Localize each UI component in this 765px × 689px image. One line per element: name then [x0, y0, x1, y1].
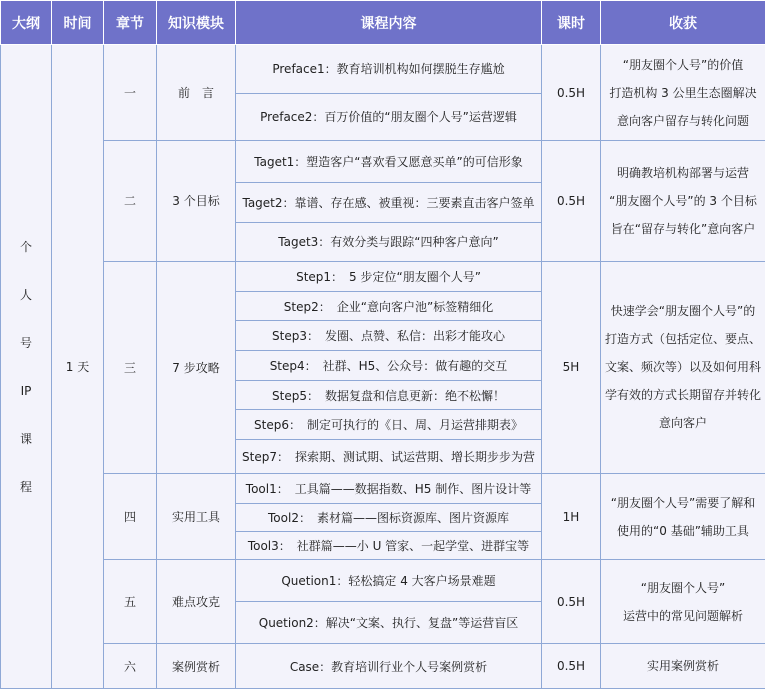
outline-char: IP	[20, 383, 32, 398]
module-name: 案例赏析	[157, 644, 236, 689]
module-name: 难点攻克	[157, 560, 236, 644]
header-harvest: 收获	[601, 1, 765, 45]
chapter-num: 三	[104, 261, 157, 474]
hours-cell: 1H	[542, 474, 601, 560]
harvest-line: 使用的“0 基础”辅助工具	[617, 523, 749, 538]
module-name: 3 个目标	[157, 141, 236, 261]
harvest-line: 文案、频次等）以及如何用科	[604, 360, 761, 375]
harvest-cell	[601, 261, 765, 474]
time-cell: 1 天	[52, 45, 104, 689]
content-item: Step6： 制定可执行的《日、周、月运营排期表》	[236, 410, 542, 439]
chapter-num: 五	[104, 560, 157, 644]
harvest-line: “朋友圈个人号”的价值	[622, 57, 744, 72]
content-item: Taget2：靠谱、存在感、被重视：三要素直击客户签单	[236, 182, 542, 223]
harvest-line: “朋友圈个人号”	[640, 580, 726, 595]
hours-cell: 0.5H	[542, 644, 601, 689]
hours-cell: 0.5H	[542, 141, 601, 261]
harvest-cell	[601, 141, 765, 261]
harvest-line: 打造方式（包括定位、要点、	[604, 332, 761, 347]
harvest-cell	[601, 474, 765, 560]
harvest-cell	[601, 45, 765, 141]
hours-cell: 5H	[542, 261, 601, 474]
module-name: 前 言	[157, 45, 236, 141]
harvest-line: 明确教培机构部署与运营	[616, 165, 749, 180]
module-name: 7 步攻略	[157, 261, 236, 474]
content-item: Step5： 数据复盘和信息更新：绝不松懈！	[236, 381, 542, 410]
table-row	[1, 141, 765, 183]
module-name: 实用工具	[157, 474, 236, 560]
content-item: Tool3： 社群篇——小 U 管家、一起学堂、进群宝等	[236, 531, 542, 559]
table-row	[1, 644, 765, 689]
harvest-line: “朋友圈个人号”需要了解和	[610, 495, 756, 510]
content-item: Step3： 发圈、点赞、私信：出彩才能攻心	[236, 321, 542, 350]
chapter-num: 一	[104, 45, 157, 141]
harvest-line: 学有效的方式长期留存并转化	[604, 388, 761, 403]
hours-cell: 0.5H	[542, 560, 601, 644]
header-outline: 大纲	[1, 1, 52, 45]
harvest-line: 打造机构 3 公里生态圈解决	[609, 85, 757, 100]
outline-cell	[1, 45, 52, 689]
table-row	[1, 261, 765, 291]
header-time: 时间	[52, 1, 104, 45]
harvest-cell	[601, 644, 765, 689]
content-item: Step1： 5 步定位“朋友圈个人号”	[236, 261, 542, 291]
hours-cell: 0.5H	[542, 45, 601, 141]
content-item: Preface1：教育培训机构如何摆脱生存尴尬	[236, 45, 542, 94]
content-item: Step2： 企业“意向客户池”标签精细化	[236, 292, 542, 321]
table-row	[1, 45, 765, 94]
content-item: Step4： 社群、H5、公众号：做有趣的交互	[236, 350, 542, 380]
harvest-line: 实用案例赏析	[646, 659, 719, 674]
outline-char: 课	[19, 431, 32, 446]
harvest-line: “朋友圈个人号”的 3 个目标	[609, 193, 757, 208]
content-item: Step7： 探索期、测试期、试运营期、增长期步步为营	[236, 439, 542, 473]
content-item: Taget3：有效分类与跟踪“四种客户意向”	[236, 223, 542, 261]
table-row	[1, 560, 765, 602]
header-chapter: 章节	[104, 1, 157, 45]
harvest-line: 旨在“留存与转化”意向客户	[610, 221, 756, 236]
header-hours: 课时	[542, 1, 601, 45]
harvest-line: 快速学会“朋友圈个人号”的	[610, 304, 756, 319]
content-item: Case：教育培训行业个人号案例赏析	[236, 644, 542, 689]
table-row	[1, 474, 765, 503]
outline-char: 人	[19, 287, 32, 302]
chapter-num: 六	[104, 644, 157, 689]
content-item: Quetion1：轻松搞定 4 大客户场景难题	[236, 560, 542, 602]
chapter-num: 四	[104, 474, 157, 560]
header-row	[1, 1, 765, 45]
content-item: Taget1：塑造客户“喜欢看又愿意买单”的可信形象	[236, 141, 542, 183]
header-content: 课程内容	[236, 1, 542, 45]
content-item: Preface2：百万价值的“朋友圈个人号”运营逻辑	[236, 93, 542, 141]
chapter-num: 二	[104, 141, 157, 261]
harvest-line: 运营中的常见问题解析	[622, 608, 743, 623]
harvest-cell	[601, 560, 765, 644]
content-item: Tool1： 工具篇——数据指数、H5 制作、图片设计等	[236, 474, 542, 503]
content-item: Tool2： 素材篇——图标资源库、图片资源库	[236, 503, 542, 531]
harvest-line: 意向客户	[658, 416, 707, 431]
harvest-line: 意向客户留存与转化问题	[616, 113, 749, 128]
outline-char: 号	[19, 335, 32, 350]
outline-char: 程	[19, 479, 32, 494]
content-item: Quetion2：解决“文案、执行、复盘”等运营盲区	[236, 601, 542, 644]
header-module: 知识模块	[157, 1, 236, 45]
outline-char: 个	[19, 239, 32, 254]
